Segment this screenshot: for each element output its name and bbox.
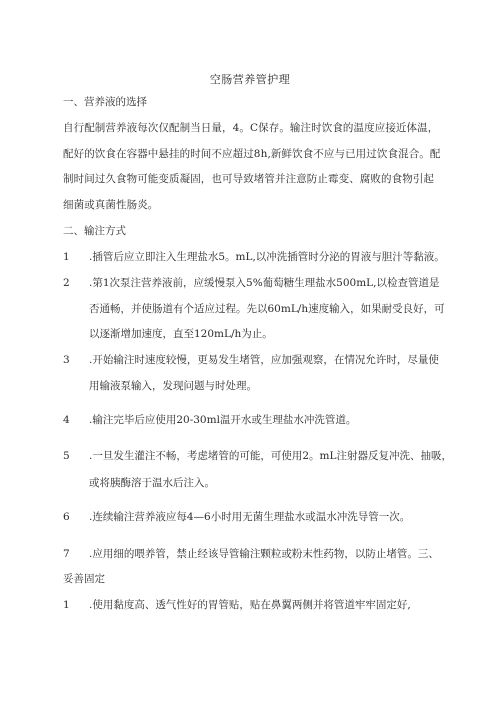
list-item: [63, 510, 410, 524]
list-item: [63, 547, 439, 561]
list-item-number: 1: [63, 251, 70, 263]
section-heading-2: 二、输注方式: [63, 225, 126, 237]
list-item: [63, 598, 411, 612]
section-heading-1: 一、营养液的选择: [63, 96, 147, 108]
list-item-number: 5: [63, 450, 70, 462]
list-item-text: .输注完毕后应使用20-30ml温开水或生理盐水冲洗管道。: [89, 414, 357, 426]
document-title: 空肠营养管护理: [209, 73, 291, 86]
list-item-continuation: 或将胰酶溶于温水后注入。: [89, 477, 215, 489]
list-item: [63, 276, 439, 290]
paragraph-line: 配好的饮食在容器中悬挂的时间不应超过8h,新鲜饮食不应与已用过饮食混合。配: [63, 148, 441, 160]
paragraph-line: 制时间过久食物可能变质凝固，也可导致堵管并注意防止霉变、腐败的食物引起: [63, 173, 434, 185]
list-item-text: .使用黏度高、透气性好的胃管贴，贴在鼻翼两侧并将管道牢牢固定好,: [89, 599, 411, 611]
list-item: [63, 413, 356, 427]
list-item-text: .应用细的喂养管，禁止经该导管输注颗粒或粉末性药物，以防止堵管。三、: [89, 548, 439, 560]
list-item-number: 1: [63, 599, 70, 611]
list-item-text: .开始输注时速度较慢，更易发生堵管，应加强观察，在情况允许时，尽量使: [89, 354, 439, 366]
section-heading-3: 妥善固定: [63, 573, 105, 585]
list-item-text: .第1次泵注营养液前，应缓慢泵入5%葡萄糖生理盐水500mL,以检查管道是: [89, 277, 440, 289]
list-item-text: .连续输注营养液应每4—6小时用无菌生理盐水或温水冲洗导管一次。: [89, 511, 411, 523]
list-item: [63, 250, 445, 264]
list-item-number: 4: [63, 414, 70, 426]
list-item-number: 3: [63, 354, 70, 366]
paragraph-line: 自行配制营养液每次仅配制当日量，4。C保存。输注时饮食的温度应接近体温，: [63, 122, 439, 134]
list-item-text: .一旦发生灌注不畅，考虑堵管的可能，可使用2。mL注射器反复冲洗、抽吸，: [89, 450, 452, 462]
list-item: [63, 353, 439, 367]
list-item-text: .插管后应立即注入生理盐水5。mL,以冲洗插管时分泌的胃液与胆汁等黏液。: [89, 251, 445, 263]
list-item-number: 7: [63, 548, 70, 560]
list-item-number: 6: [63, 511, 70, 523]
list-item-continuation: 以逐渐增加速度，直至120mL/h为止。: [89, 328, 273, 340]
paragraph-line: 细菌或真菌性肠炎。: [63, 199, 159, 211]
list-item-continuation: 否通畅，并使肠道有个适应过程。先以60mL/h速度输入，如果耐受良好，可: [89, 303, 445, 315]
list-item-number: 2: [63, 277, 70, 289]
list-item: [63, 449, 452, 463]
list-item-continuation: 用输液泵输入，发现问题与时处理。: [89, 380, 257, 392]
